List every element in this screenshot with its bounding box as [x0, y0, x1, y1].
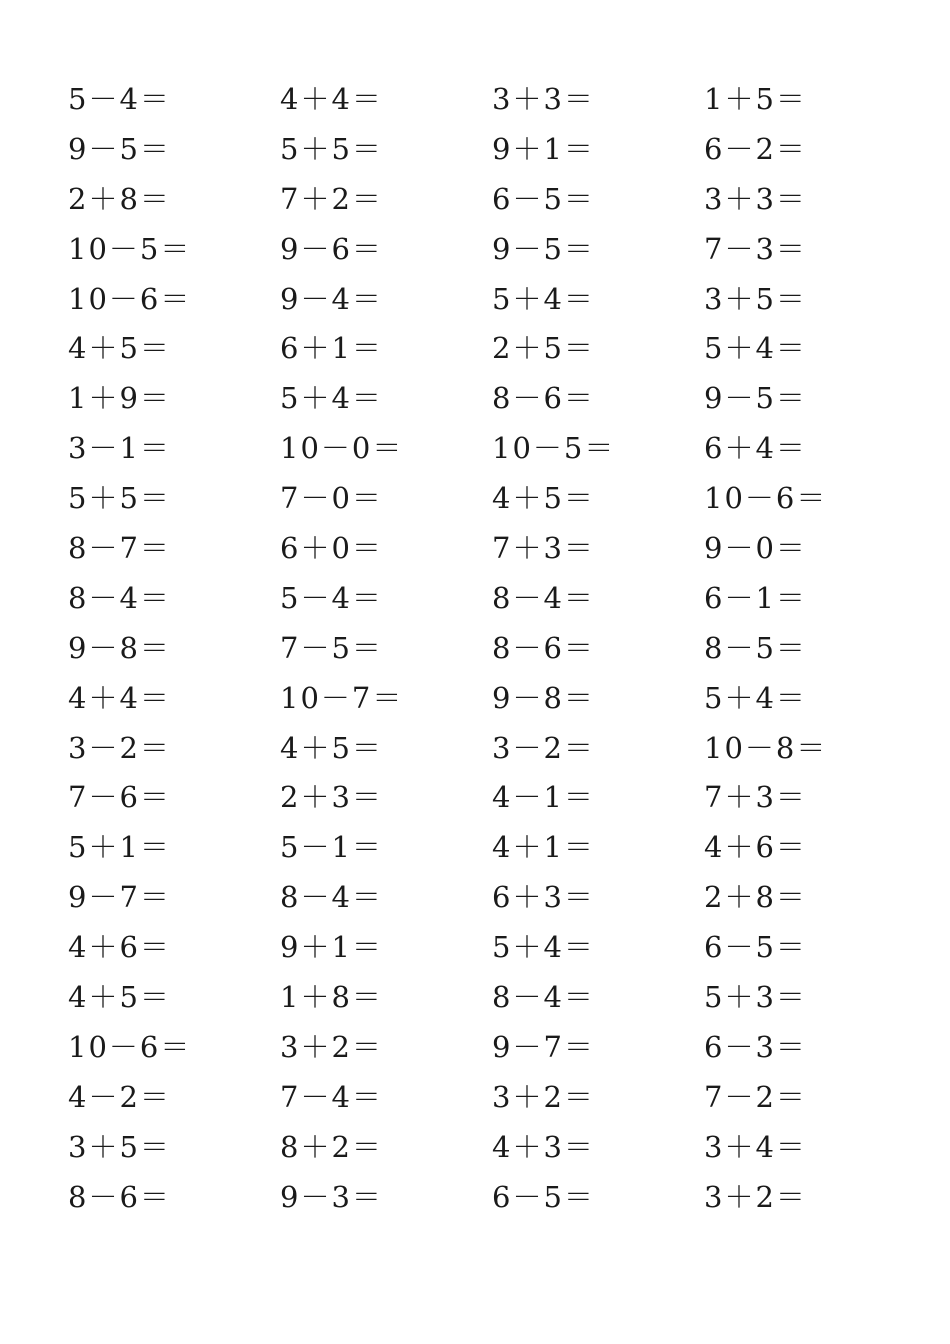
math-problem: 6－5＝	[492, 1179, 595, 1214]
math-problem: 1＋8＝	[280, 980, 383, 1015]
math-problem: 4－2＝	[68, 1079, 171, 1114]
math-problem: 3＋5＝	[68, 1129, 171, 1164]
math-problem: 3＋4＝	[704, 1129, 807, 1164]
math-problem: 7－5＝	[280, 630, 383, 665]
math-problem: 10－7＝	[280, 680, 404, 715]
math-problem: 2＋3＝	[280, 780, 383, 815]
math-problem: 3＋2＝	[704, 1179, 807, 1214]
math-problem: 4＋1＝	[492, 830, 595, 865]
math-problem: 5＋4＝	[704, 331, 807, 366]
math-problem: 5＋5＝	[280, 131, 383, 166]
math-problem: 1＋9＝	[68, 381, 171, 416]
math-problem: 5＋3＝	[704, 980, 807, 1015]
math-problem: 2＋8＝	[68, 181, 171, 216]
math-problem: 7＋3＝	[704, 780, 807, 815]
math-problem: 4＋4＝	[68, 680, 171, 715]
math-problem: 7－4＝	[280, 1079, 383, 1114]
math-problem: 6－5＝	[704, 930, 807, 965]
math-problem: 8－4＝	[492, 580, 595, 615]
math-problem: 9－6＝	[280, 231, 383, 266]
math-problem: 3－2＝	[492, 730, 595, 765]
math-problem: 7－3＝	[704, 231, 807, 266]
math-problem: 5＋5＝	[68, 481, 171, 516]
math-problem: 5＋4＝	[704, 680, 807, 715]
math-problem: 5＋1＝	[68, 830, 171, 865]
math-problem: 9－4＝	[280, 281, 383, 316]
math-problem: 8－5＝	[704, 630, 807, 665]
math-problem: 4＋5＝	[68, 980, 171, 1015]
math-problem: 1＋5＝	[704, 82, 807, 116]
math-problem: 9－5＝	[704, 381, 807, 416]
math-problem: 2＋5＝	[492, 331, 595, 366]
math-problem: 4＋3＝	[492, 1129, 595, 1164]
math-problem: 8－7＝	[68, 531, 171, 566]
math-problem: 10－6＝	[68, 281, 192, 316]
math-problem: 5－4＝	[280, 580, 383, 615]
math-problem: 7－6＝	[68, 780, 171, 815]
math-problem: 10－6＝	[704, 481, 828, 516]
math-problem: 8－4＝	[492, 980, 595, 1015]
math-problem: 5－1＝	[280, 830, 383, 865]
math-problem: 2＋8＝	[704, 880, 807, 915]
math-problem: 10－5＝	[492, 431, 616, 466]
math-problem: 4＋5＝	[280, 730, 383, 765]
math-problem: 3＋2＝	[280, 1029, 383, 1064]
math-problem: 8－4＝	[68, 580, 171, 615]
problem-grid	[68, 75, 928, 1222]
math-problem: 9－3＝	[280, 1179, 383, 1214]
math-problem: 7＋3＝	[492, 531, 595, 566]
math-problem: 9－5＝	[68, 131, 171, 166]
math-problem: 8－6＝	[492, 381, 595, 416]
math-problem: 3＋2＝	[492, 1079, 595, 1114]
math-problem: 8＋2＝	[280, 1129, 383, 1164]
math-problem: 9－8＝	[68, 630, 171, 665]
math-problem: 4＋5＝	[68, 331, 171, 366]
math-problem: 3＋5＝	[704, 281, 807, 316]
math-problem: 3－1＝	[68, 431, 171, 466]
math-problem: 8－6＝	[68, 1179, 171, 1214]
math-problem: 6＋4＝	[704, 431, 807, 466]
math-problem: 9－8＝	[492, 680, 595, 715]
math-problem: 10－5＝	[68, 231, 192, 266]
math-problem: 6－2＝	[704, 131, 807, 166]
math-problem: 6＋0＝	[280, 531, 383, 566]
math-problem: 6－5＝	[492, 181, 595, 216]
math-problem: 3－2＝	[68, 730, 171, 765]
math-problem: 10－8＝	[704, 730, 828, 765]
math-problem: 6－3＝	[704, 1029, 807, 1064]
math-problem: 9－0＝	[704, 531, 807, 566]
math-problem: 10－0＝	[280, 431, 404, 466]
math-problem: 5－4＝	[68, 82, 171, 116]
math-problem: 10－6＝	[68, 1029, 192, 1064]
math-problem: 6＋3＝	[492, 880, 595, 915]
math-problem: 7－0＝	[280, 481, 383, 516]
math-problem: 4＋6＝	[68, 930, 171, 965]
math-problem: 5＋4＝	[492, 930, 595, 965]
math-problem: 7－2＝	[704, 1079, 807, 1114]
math-problem: 6＋1＝	[280, 331, 383, 366]
math-problem: 4－1＝	[492, 780, 595, 815]
math-problem: 9＋1＝	[280, 930, 383, 965]
math-problem: 9－5＝	[492, 231, 595, 266]
math-problem: 9－7＝	[492, 1029, 595, 1064]
math-problem: 9－7＝	[68, 880, 171, 915]
math-problem: 5＋4＝	[280, 381, 383, 416]
math-problem: 8－6＝	[492, 630, 595, 665]
math-problem: 6－1＝	[704, 580, 807, 615]
math-problem: 4＋4＝	[280, 82, 383, 116]
math-problem: 4＋6＝	[704, 830, 807, 865]
math-problem: 5＋4＝	[492, 281, 595, 316]
math-problem: 8－4＝	[280, 880, 383, 915]
math-problem: 3＋3＝	[492, 82, 595, 116]
math-problem: 3＋3＝	[704, 181, 807, 216]
math-problem: 7＋2＝	[280, 181, 383, 216]
math-problem: 4＋5＝	[492, 481, 595, 516]
math-problem: 9＋1＝	[492, 131, 595, 166]
